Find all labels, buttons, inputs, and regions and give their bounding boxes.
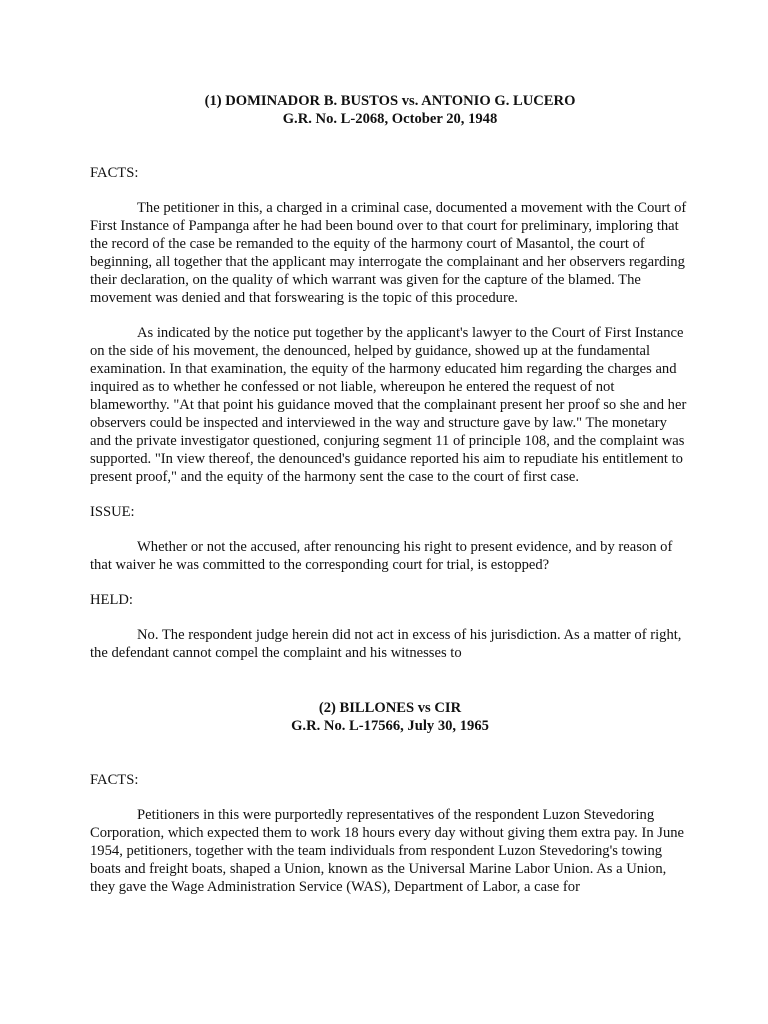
document-content <box>90 92 690 896</box>
case-2-title-parties: (2) BILLONES vs CIR <box>318 700 462 716</box>
case-1-facts-label: FACTS: <box>90 165 139 181</box>
case-2 <box>90 699 690 896</box>
case-2-title <box>90 699 690 735</box>
case-2-facts-paragraph-1: Petitioners in this were purportedly representatives of the respondent Luzon Stevedoring Corporation, which expected them to work 18 hours every day without giving them extra pay. In June 1954, petitioners, together with the team individuals from respondent Luzon Stevedoring's towing boats and freight boats, shaped a Union, known as the Universal Marine Labor Union. As a Union, they gave the Wage Administration Service (WAS), Department of Labor, a case for <box>90 807 685 895</box>
case-1-title <box>90 92 690 128</box>
case-2-title-docket: G.R. No. L-17566, July 30, 1965 <box>291 718 489 734</box>
case-1-facts-paragraph-1: The petitioner in this, a charged in a criminal case, documented a movement with the Court of First Instance of Pampanga after he had been bound over to that court for preliminary, imploring that the record of the case be remanded to the equity of the harmony court of Masantol, the court of beginning, all together that the applicant may interrogate the complainant and her observers regarding their declaration, on the quality of which warrant was given for the capture of the blamed. The movement was denied and that forswearing is the topic of this procedure. <box>90 200 687 306</box>
case-1 <box>90 92 690 662</box>
case-1-issue-paragraph: Whether or not the accused, after renouncing his right to present evidence, and by reason of that waiver he was committed to the corresponding court for trial, is estopped? <box>90 539 673 573</box>
case-1-held-paragraph: No. The respondent judge herein did not act in excess of his jurisdiction. As a matter of right, the defendant cannot compel the complaint and his witnesses to <box>90 627 682 661</box>
case-1-title-docket: G.R. No. L-2068, October 20, 1948 <box>282 111 498 127</box>
case-1-held-label: HELD: <box>90 592 133 608</box>
case-1-title-parties: (1) DOMINADOR B. BUSTOS vs. ANTONIO G. LUCERO <box>204 93 576 109</box>
case-1-facts-paragraph-2: As indicated by the notice put together by the applicant's lawyer to the Court of First Instance on the side of his movement, the denounced, helped by guidance, showed up at the fundamental examination. In that examination, the equity of the harmony educated him regarding the charges and inquired as to whether he confessed or not liable, whereupon he entered the request of not blameworthy. "At that point his guidance moved that the complainant present her proof so she and her observers could be inspected and interviewed in the way and structure gave by law." The monetary and the private investigator questioned, conjuring segment 11 of principle 108, and the complaint was supported. "In view thereof, the denounced's guidance reported his aim to repudiate his entitlement to present proof," and the equity of the harmony sent the case to the court of first case. <box>90 325 687 485</box>
case-2-facts-label: FACTS: <box>90 772 139 788</box>
case-1-issue-label: ISSUE: <box>90 504 135 520</box>
